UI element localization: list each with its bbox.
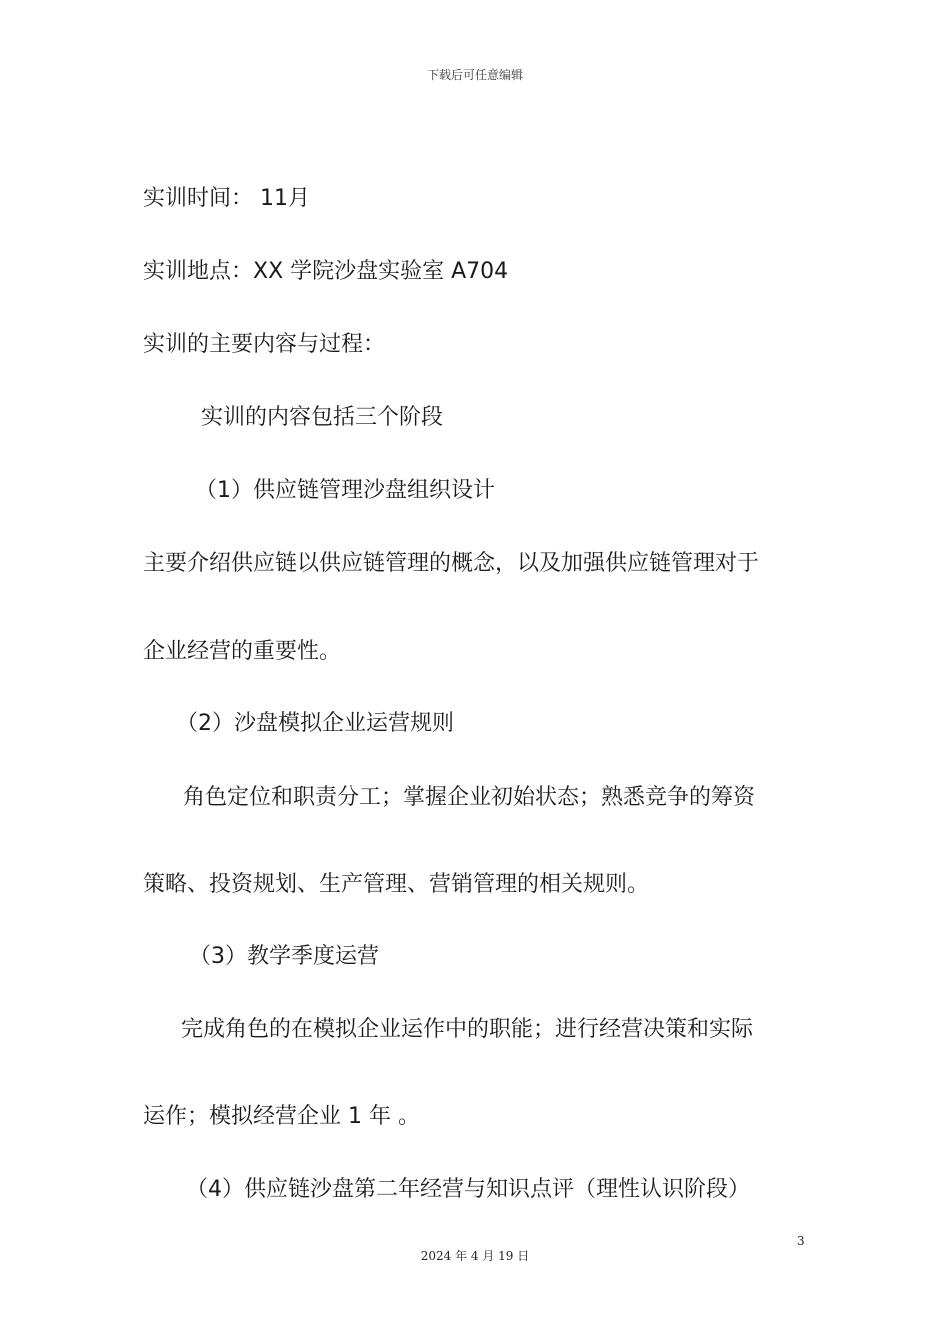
stage-4-title: （4）供应链沙盘第二年经营与知识点评（理性认识阶段） [186, 1177, 750, 1202]
footer-date: 2024 年 4 月 19 日 [420, 1249, 530, 1263]
stage-1-desc-line-2: 企业经营的重要性。 [143, 639, 342, 664]
stage-2-desc-line-1: 角色定位和职责分工；掌握企业初始状态；熟悉竞争的筹资 [183, 785, 756, 810]
stage-1-title: （1）供应链管理沙盘组织设计 [195, 478, 495, 503]
stages-intro-line: 实训的内容包括三个阶段 [201, 405, 444, 430]
header-note: 下载后可任意编辑 [426, 68, 523, 82]
content-heading-line: 实训的主要内容与过程： [143, 332, 386, 357]
training-time-line: 实训时间： 11月 [143, 186, 310, 211]
stage-3-desc-line-2: 运作；模拟经营企业 1 年 。 [143, 1104, 420, 1129]
training-location-line: 实训地点：XX 学院沙盘实验室 A704 [143, 259, 509, 284]
stage-2-desc-line-2: 策略、投资规划、生产管理、营销管理的相关规则。 [143, 872, 650, 897]
stage-3-desc-line-1: 完成角色的在模拟企业运作中的职能；进行经营决策和实际 [181, 1017, 754, 1042]
page-number: 3 [797, 1234, 805, 1248]
stage-1-desc-line-1: 主要介绍供应链以供应链管理的概念，以及加强供应链管理对于 [143, 551, 760, 576]
stage-2-title: （2）沙盘模拟企业运营规则 [176, 711, 454, 736]
stage-3-title: （3）教学季度运营 [189, 944, 379, 969]
